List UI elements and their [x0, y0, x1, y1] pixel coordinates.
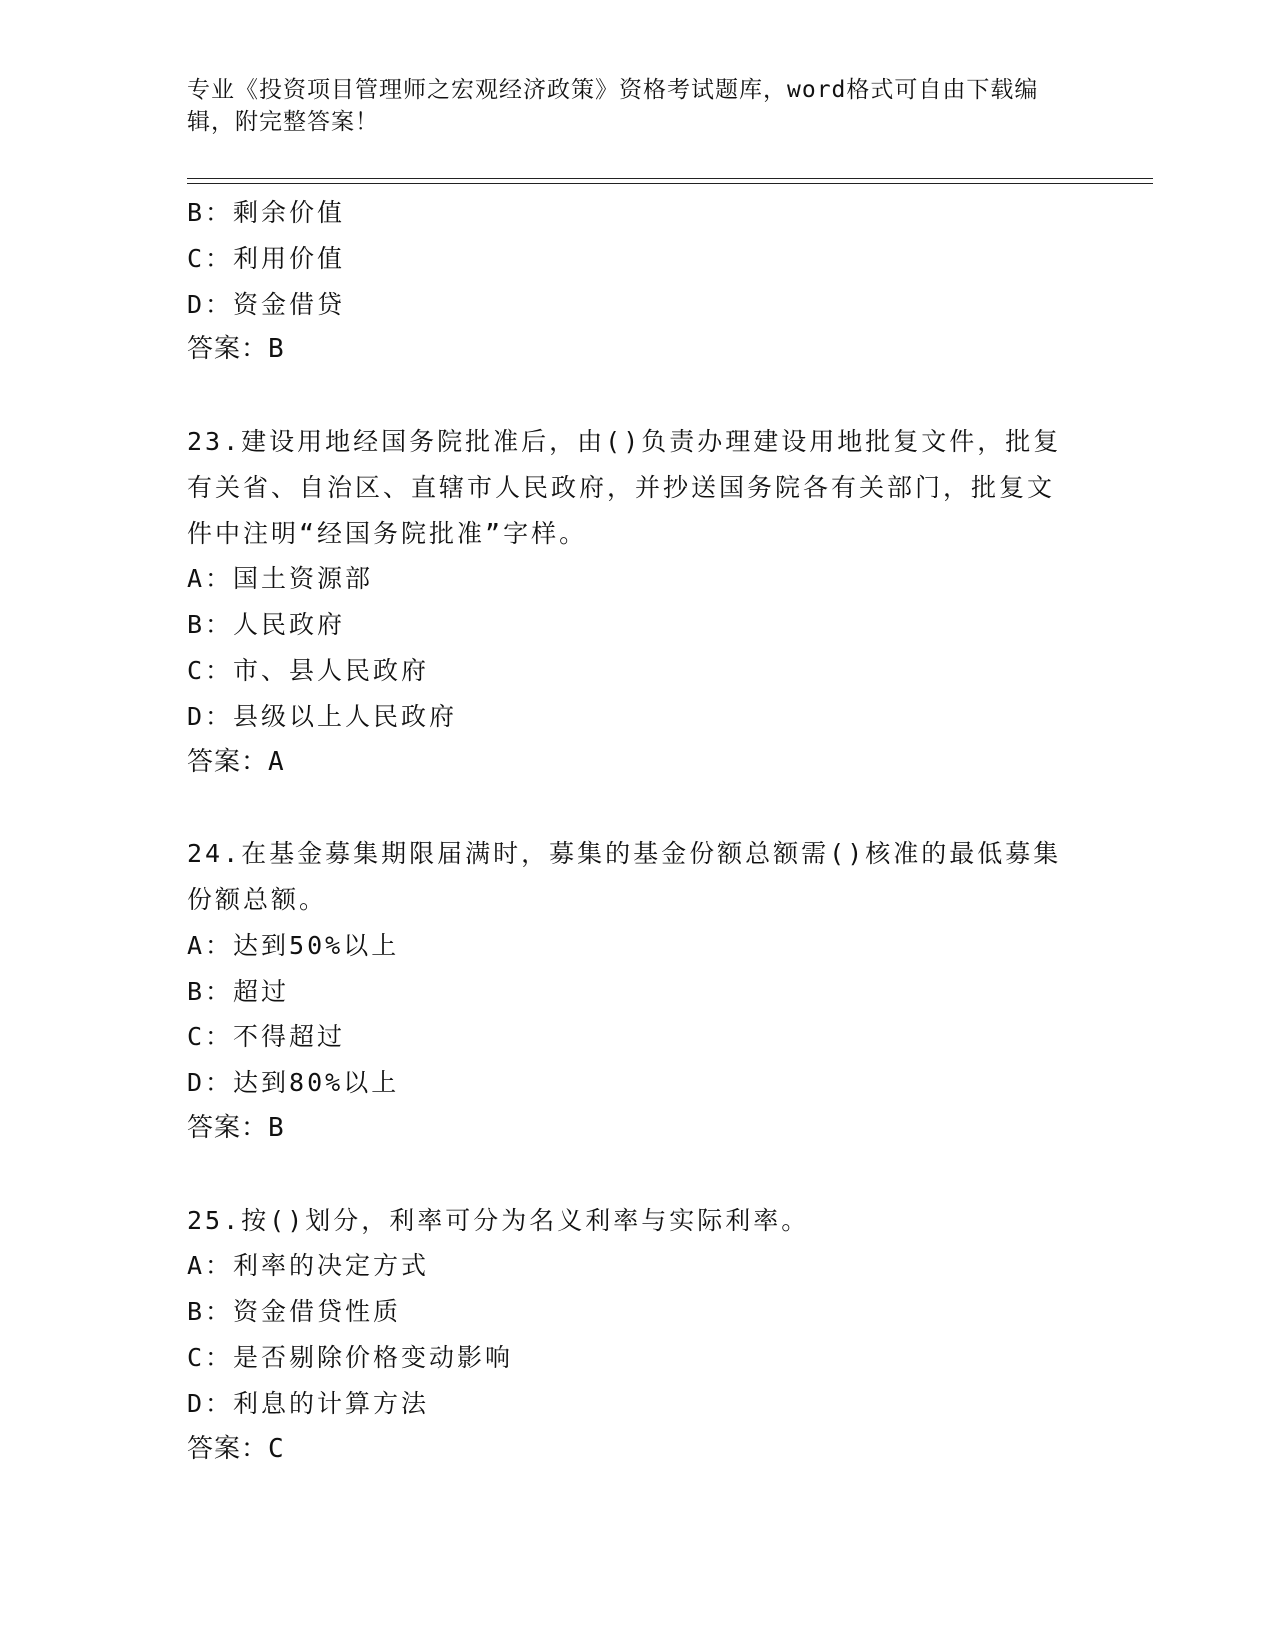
option-b: B：剩余价值 — [187, 198, 346, 227]
option-b: B：人民政府 — [187, 610, 346, 640]
option-a: A：达到50%以上 — [187, 930, 400, 960]
answer-line: 答案：C — [187, 1433, 285, 1464]
question-25 — [187, 1198, 1087, 1473]
option-c: C：市、县人民政府 — [187, 655, 430, 685]
option-c: C：利用价值 — [187, 243, 346, 273]
question-23 — [187, 419, 1087, 785]
option-c: C：不得超过 — [187, 1022, 346, 1052]
prev-question — [187, 190, 1087, 373]
page-header: 专业《投资项目管理师之宏观经济政策》资格考试题库，word格式可自由下载编辑，附完整答案！ — [187, 77, 1039, 135]
spacer — [187, 373, 1087, 419]
header-rule-bottom — [187, 183, 1153, 184]
option-a: A：利率的决定方式 — [187, 1251, 430, 1281]
question-text: 24.在基金募集期限届满时，募集的基金份额总额需()核准的最低募集份额总额。 — [187, 839, 1062, 914]
option-b: B：超过 — [187, 976, 290, 1006]
answer-line: 答案：A — [187, 746, 285, 777]
option-b: B：资金借贷性质 — [187, 1297, 402, 1327]
answer-line: 答案：B — [187, 334, 285, 365]
spacer — [187, 1152, 1087, 1198]
header-rule-top — [187, 178, 1153, 179]
option-d: D：资金借贷 — [187, 289, 346, 319]
option-d: D：利息的计算方法 — [187, 1388, 430, 1418]
question-text: 25.按()划分，利率可分为名义利率与实际利率。 — [187, 1205, 810, 1235]
option-c: C：是否剔除价格变动影响 — [187, 1342, 514, 1372]
option-d: D：县级以上人民政府 — [187, 701, 458, 731]
question-text: 23.建设用地经国务院批准后，由()负责办理建设用地批复文件，批复有关省、自治区、直辖市人民政府，并抄送国务院各有关部门，批复文件中注明“经国务院批准”字样。 — [187, 426, 1062, 548]
question-content — [187, 190, 1087, 1472]
question-24 — [187, 831, 1087, 1152]
option-a: A：国土资源部 — [187, 564, 374, 594]
option-d: D：达到80%以上 — [187, 1068, 400, 1098]
answer-line: 答案：B — [187, 1112, 285, 1143]
spacer — [187, 785, 1087, 831]
